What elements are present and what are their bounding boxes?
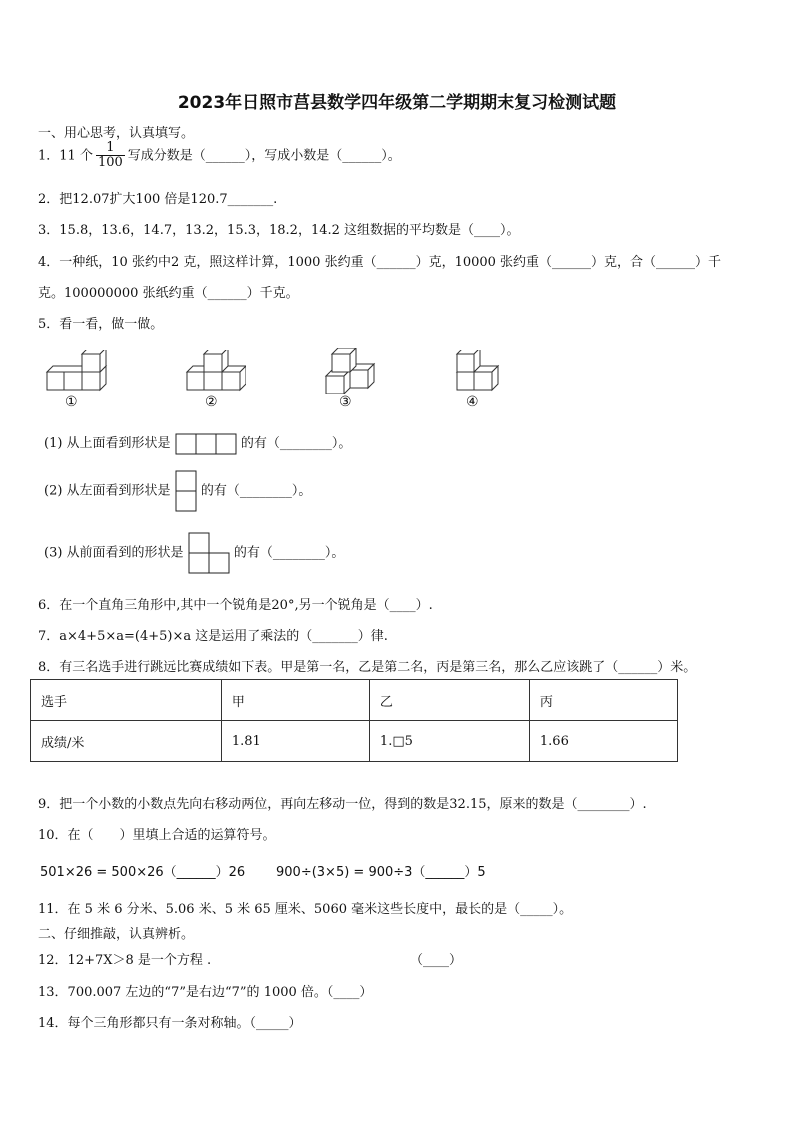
table-row: [31, 721, 678, 762]
cube-figure-3: [324, 348, 378, 394]
figure-label-1: ①: [65, 394, 78, 410]
question-11: 11．在 5 米 6 分米、5.06 米、5 米 65 厘米、5060 毫米这些长度中，最长的是（_____）。: [38, 902, 573, 917]
question-14: 14．每个三角形都只有一条对称轴。（_____）: [38, 1016, 302, 1031]
table-cell: 甲: [221, 680, 369, 721]
cube-figure-1: [44, 350, 108, 392]
sub2-prefix: (2) 从左面看到形状是: [44, 483, 171, 499]
front-view-shape: [188, 532, 230, 574]
sub3-suffix: 的有（________）。: [233, 545, 345, 561]
question-10-expression-1: 501×26 = 500×26（______）26: [40, 865, 246, 880]
section-1-heading: 一、用心思考，认真填写。: [38, 126, 195, 141]
figure-label-4: ④: [466, 394, 479, 410]
fraction-denominator: 100: [97, 155, 123, 171]
question-10: 10．在（ ）里填上合适的运算符号。: [38, 828, 276, 843]
figure-label-2: ②: [205, 394, 218, 410]
table-cell: 乙: [369, 680, 529, 721]
fraction-numerator: 1: [96, 141, 125, 156]
question-5: 5．看一看，做一做。: [38, 317, 164, 332]
cube-figure-4: [454, 350, 500, 392]
table-cell: 选手: [31, 680, 222, 721]
question-4-line-1: 4．一种纸，10 张约中2 克，照这样计算，1000 张约重（______）克，10000 张约重（______）克，合（______）千: [38, 255, 722, 270]
q1-suffix: 写成分数是（______），写成小数是（______）。: [127, 148, 401, 164]
question-4-line-2: 克。100000000 张纸约重（______）千克。: [38, 286, 299, 301]
question-9: 9．把一个小数的小数点先向右移动两位，再向左移动一位，得到的数是32.15，原来的数是（________）.: [38, 797, 647, 812]
question-6: 6．在一个直角三角形中,其中一个锐角是20°,另一个锐角是（____）.: [38, 598, 433, 613]
question-7: 7．a×4+5×a=(4+5)×a 这是运用了乘法的（_______）律.: [38, 629, 388, 644]
top-view-shape: [175, 433, 237, 455]
table-cell: 1.□5: [369, 721, 529, 762]
question-3: 3．15.8，13.6，14.7，13.2，15.3，18.2，14.2 这组数据的平均数是（____）。: [38, 223, 520, 238]
q5-subquestion-1: [44, 432, 351, 455]
cube-figure-2: [184, 350, 246, 392]
scores-table: [30, 679, 678, 762]
question-10-expression-2: 900÷(3×5) = 900÷3（______）5: [276, 865, 486, 880]
q5-subquestion-3: [44, 532, 344, 575]
q5-subquestion-2: [44, 470, 311, 513]
section-2-heading: 二、仔细推敲，认真辨析。: [38, 927, 195, 942]
table-cell: 1.81: [221, 721, 369, 762]
sub2-suffix: 的有（________）。: [200, 483, 312, 499]
question-12-blank: （____）: [410, 953, 463, 968]
question-1: [38, 141, 401, 171]
table-cell: 1.66: [529, 721, 677, 762]
left-view-shape: [175, 470, 197, 512]
table-cell: 成绩/米: [31, 721, 222, 762]
fraction: [96, 141, 125, 171]
page-title: 2023年日照市莒县数学四年级第二学期期末复习检测试题: [177, 93, 617, 113]
figure-label-3: ③: [339, 394, 352, 410]
sub1-prefix: (1) 从上面看到形状是: [44, 436, 171, 451]
question-8: 8．有三名选手进行跳远比赛成绩如下表。甲是第一名，乙是第二名，丙是第三名，那么乙应该跳了（______）米。: [38, 660, 697, 675]
question-12: 12．12+7X＞8 是一个方程 .: [38, 953, 212, 968]
sub3-prefix: (3) 从前面看到的形状是: [44, 545, 184, 561]
question-2: 2．把12.07扩大100 倍是120.7_______.: [38, 192, 278, 207]
table-header-row: [31, 680, 678, 721]
sub1-suffix: 的有（________）。: [240, 436, 352, 451]
question-13: 13．700.007 左边的“7”是右边“7”的 1000 倍。（____）: [38, 985, 373, 1000]
q1-prefix: 1．11 个: [38, 148, 93, 164]
table-cell: 丙: [529, 680, 677, 721]
